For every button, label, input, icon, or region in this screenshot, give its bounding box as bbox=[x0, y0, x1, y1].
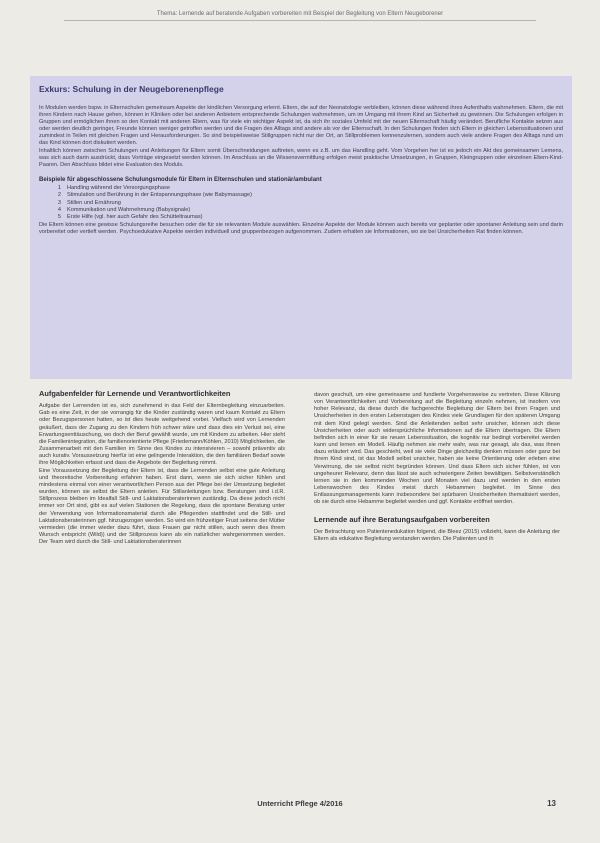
section-heading: Lernende auf ihre Beratungsaufgaben vorbereiten bbox=[314, 514, 490, 524]
page-number: 13 bbox=[547, 799, 556, 808]
footer-journal-title: Unterricht Pflege 4/2016 bbox=[257, 799, 343, 808]
list-item-text: Stillen und Ernährung bbox=[67, 199, 121, 206]
list-item bbox=[39, 192, 563, 199]
header-rule bbox=[64, 20, 536, 21]
list-item-text: Erste Hilfe (vgl. hier auch Gefahr des Schütteltraumas) bbox=[67, 214, 203, 221]
body-paragraph: Der Betrachtung von Patientenedukation folgend, die Bleez (2015) vollzieht, kann die Anleitung der Eltern als edukative Begleitung verstanden werden. Die Patienten und ih bbox=[314, 528, 560, 542]
excursus-paragraph-2: Inhaltlich können zwischen Schulungen und Anleitungen für Eltern somit Überschneidungen auftreten, wenn es z.B. um das Handling geht. Vom Vorgehen her ist es jedoch ein Akt des gemeinsamen Lernens, was sich auch darin ausdrückt, dass Vorträge eingesetzt werden können. Im Anschluss an die Wissensvermittlung erfolgen meist praktische Umsetzungen, in Gruppen, Kleingruppen oder einzelnen Eltern-Kind-Paaren. Den Abschluss bildet eine Evaluation des Moduls. bbox=[39, 147, 563, 168]
excursus-paragraph-3: Die Eltern können eine gewisse Schulungsreihe besuchen oder die für sie relevanten Module auswählen. Einzelne Aspekte der Module können auch bereits vor geplanter oder spontaner Anleitung sein und darin vorbereitet oder vertieft werden. Psychoedukative Aspekte werden individuell und gruppenbezogen aufgenommen. Zudem erhalten sie Informationen, wo sie bei Unsicherheiten Rat finden können. bbox=[39, 221, 563, 235]
list-item-text: Handling während der Versorgungsphase bbox=[67, 184, 170, 191]
list-item-number: 2 bbox=[57, 192, 61, 199]
list-item-number: 1 bbox=[57, 184, 61, 191]
section-heading: Aufgabenfelder für Lernende und Verantwortlichkeiten bbox=[39, 389, 231, 398]
list-item bbox=[39, 207, 563, 214]
list-item-number: 4 bbox=[57, 207, 61, 214]
body-paragraph: davon geschult, um eine gemeinsame und fundierte Vorgehensweise zu vertreten. Diese Klärung von Verantwortlichkeiten und Vorbereitung auf die Begleitung einzeln nehmen, ist insofern von hoher Relevanz, da diese durch die fachgerechte Begleitung der Eltern bei ihren Fragen und Unsicherheiten in den ersten Lebenstagen des Kindes viele Grundlagen für den späteren Umgang mit dem Kind gelegt werden. Sind die Anleitenden selbst sehr unsicher, können sich diese Unsicherheiten oder auch widersprüchliche Informationen auf die Eltern übertragen. Die Eltern befinden sich in einer für sie neuen Lebenssituation, die kognitiv nur bedingt vorbereitet werden kann und lernen ein Modell. Häufig nehmen sie mehr wahr, was nur gesagt, als das, was ihnen dazu erläutert wird. Das geschieht, weil sie viele Dinge gleichzeitig denken müssen oder ganz bei ihrem Kind sind, ist das Modell selbst unsicher, haben sie keine Orientierung oder erleben eine Verwirrung, die sie selbst nicht begründen können. Und dass Eltern sich sicher fühlen, ist von ungeheurer Relevanz, denn das lässt sie auch schwierigere Zeiten bewältigen. Selbstverständlich lernen sie in den kommenden Wochen und Monaten viel dazu und werden in den ersten Lebenswochen des Kindes meist durch Hebammen begleitet. Im Sinne des Entlassungsmanagements kann insbesondere bei spürbaren Unsicherheiten thematisiert werden, ob sie durch eine Hebamme begleitet werden und ggf. Kontakte eröffnet werden. bbox=[314, 392, 560, 506]
list-item bbox=[39, 185, 563, 192]
list-item-number: 5 bbox=[57, 214, 61, 221]
module-list bbox=[39, 185, 563, 222]
excursus-list-title: Beispiele für abgeschlossene Schulungsmodule für Eltern in Elternschulen und stationär/ambulant bbox=[39, 176, 322, 183]
left-column bbox=[39, 390, 285, 546]
list-item bbox=[39, 200, 563, 207]
list-item bbox=[39, 214, 563, 221]
body-paragraph: Eine Voraussetzung der Begleitung der Eltern ist, dass die Lernenden selbst eine gute Anleitung und theoretische Vorbereitung erfahren haben. Erst dann, wenn sie sich sicher fühlen und mindestens einmal von einer verantwortlichen Person aus der Pflege bei der Umsetzung begleitet wurden, können sie selbst die Eltern anleiten. Für Stillanleitungen bzw. Beratungen sind i.d.R. Stillprozess bleiben im Idealfall Still- und Laktationsberaterinnen zuständig. Da diese jedoch nicht immer vor Ort sind, gibt es auf vielen Stationen die Regelung, dass die spontane Beratung unter der Verwendung von Informationsmaterial durch alle Pflegenden stattfindet und die Still- und Laktationsberaterinnen ggf. hinzugezogen werden. So wird ein frühzeitiger Frust seitens der Mütter vermieden (die immer wieder dazu führt, dass Frauen gar nicht stillen, auch wenn dies ihrem Wunsch entspricht (Wild)) und der Stillprozess kann als ein natürlicher wahrgenommen werden. Der Team wird durch die Still- und Laktationsberaterinnen bbox=[39, 467, 285, 546]
right-column bbox=[314, 392, 560, 543]
running-header: Thema: Lernende auf beratende Aufgaben vorbereiten mit Beispiel der Begleitung von Eltern Neugeborener bbox=[156, 11, 444, 17]
excursus-paragraph-1: In Modulen werden bspw. in Elternschulen gemeinsam Aspekte der kindlichen Versorgung erlernt. Eltern, die auf der Neonatologie verbleiben, können diese während ihres Aufenthalts wahrnehmen. Eltern, die mit ihren Kindern nach Hause gehen, können in Kliniken oder bei anderen Anbietern entsprechende Schulungen wahrnehmen, um im Umgang mit ihrem Kind an Sicherheit zu gewinnen. Die Schulungen erfolgen in Gruppen und ermöglichen ihnen so den Kontakt mit anderen Eltern, was für viele ein wichtiger Aspekt ist, da sich ihr soziales Umfeld mit der neuen Elternschaft häufig verändert. Berufliche Kontakte setzen aus oder werden deutlich geringer, Freunde können weniger getroffen werden und die Fragen des Alltags sind andere als vor der Elternschaft. In den Schulungen finden sich Eltern in gleichen Lebenssituationen und zumindest in Teilen mit gleichen Fragen und Herausforderungen. So sind beispielsweise Stillgruppen nicht nur der Ort, an Stillproblemen kennenzulernen, sondern auch viele andere Fragen des Alltags rund um das Kind können dort diskutiert werden. bbox=[39, 105, 563, 147]
list-item-number: 3 bbox=[57, 199, 61, 206]
excursus-box bbox=[30, 76, 572, 379]
list-item-text: Stimulation und Berührung in der Entspannungsphase (wie Babymassage) bbox=[67, 192, 253, 199]
list-item-text: Kommunikation und Wahrnehmung (Babysignale) bbox=[67, 207, 191, 214]
excursus-title: Exkurs: Schulung in der Neugeborenenpflege bbox=[39, 84, 224, 94]
body-paragraph: Aufgabe der Lernenden ist es, sich zunehmend in das Feld der Elternbegleitung einzuarbeiten. Gab es eine Zeit, in der sie vorrangig für die Kinder zuständig waren und kaum Kontakt zu Eltern oder Bezugspersonen hatten, so ist dies heute weitgehend vorbei. Vielfach wird von Lernenden geäußert, dass der Zugang zu den Kindern früh schwer wäre und dass dies ein Verlust sei, eine Erwartungsenttäuschung, wo doch der Beruf gewählt wurde, um mit Kindern zu arbeiten. Hier steht die Familienintegration, die familienorientierte Pflege (Friedemann/Köhlen, 2010) Möglichkeiten, die Zusammenarbeit mit den Familien im Sinne des Kindes zu intensivieren – sowohl präventiv als auch kurativ. Voraussetzung hierfür ist eine gelingende Interaktion, die den familiären Bedarf sowie ihre Möglichkeiten erfasst und dass die Angebote der Begleitung nimmt. bbox=[39, 403, 285, 467]
